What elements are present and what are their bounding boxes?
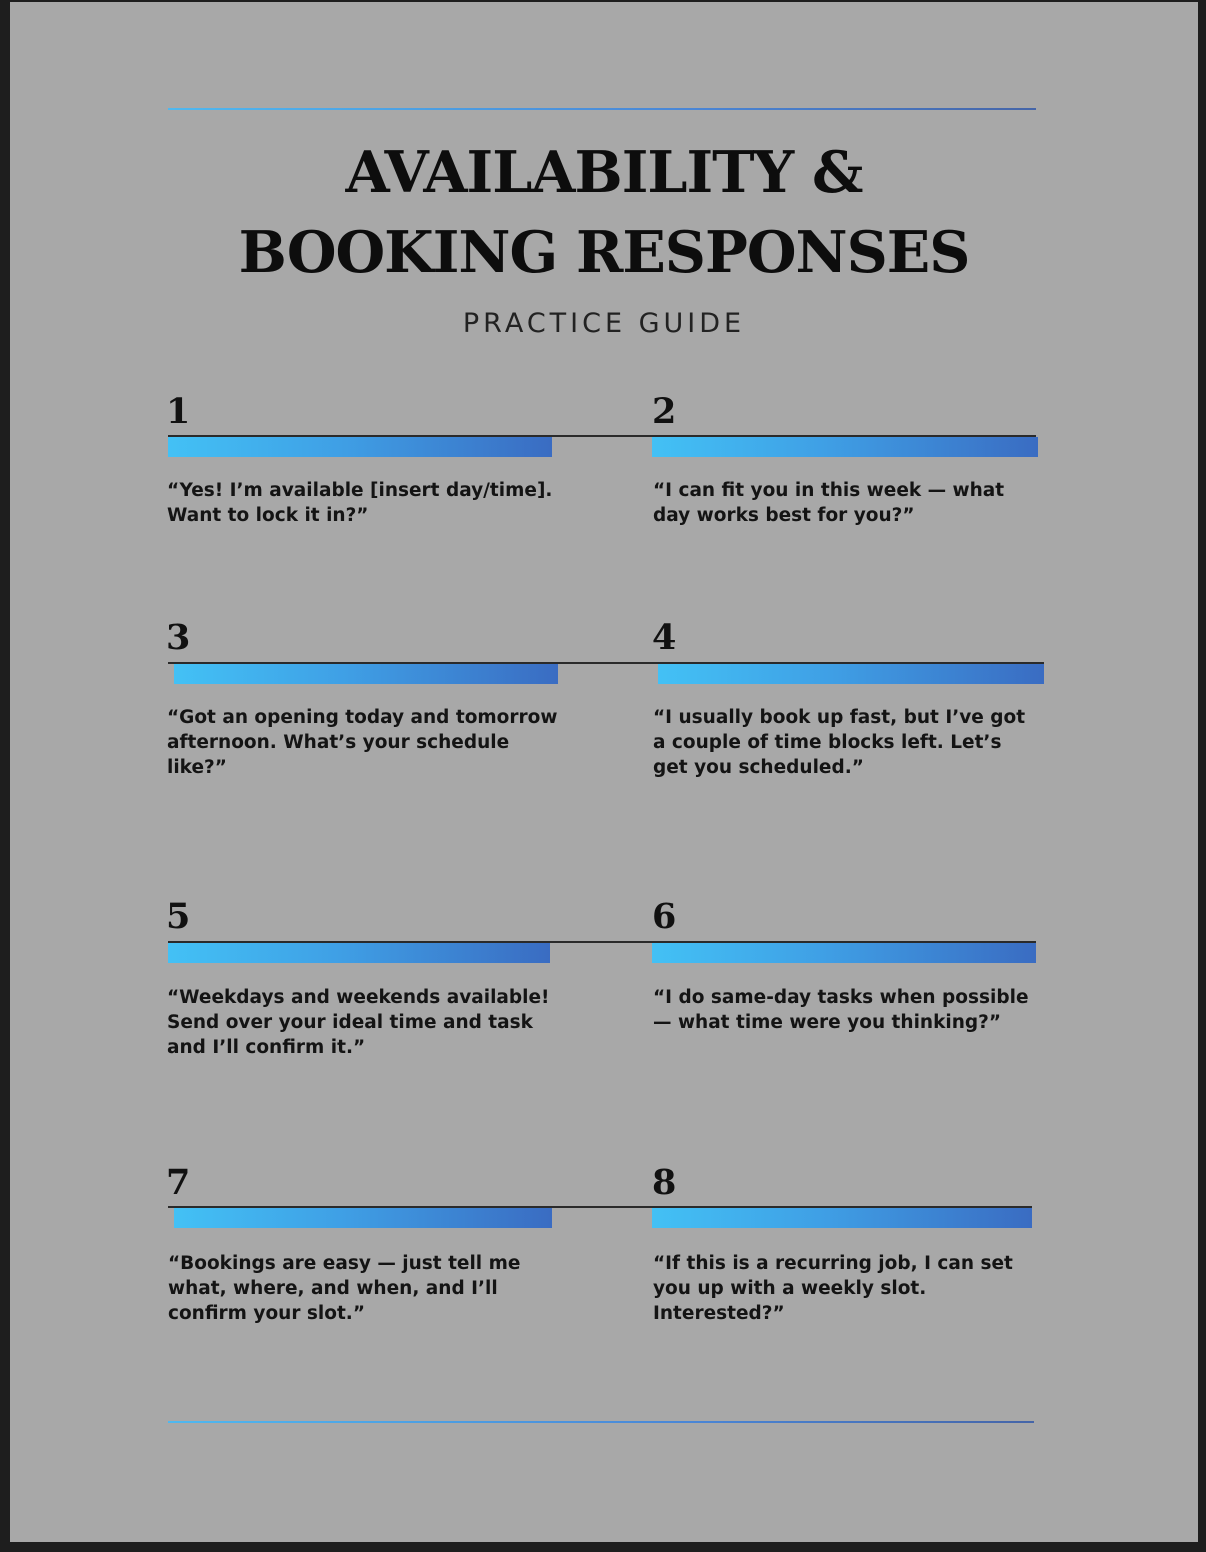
item-response-3: “Got an opening today and tomorrow afternoon. What’s your schedule like?” bbox=[167, 707, 558, 778]
guide-page bbox=[10, 2, 1198, 1542]
bottom-divider bbox=[168, 1421, 1034, 1423]
item-bar-8 bbox=[652, 1208, 1032, 1228]
item-bar-5 bbox=[168, 943, 550, 963]
item-number-4: 4 bbox=[652, 617, 677, 658]
item-response-6: “I do same-day tasks when possible — what time were you thinking?” bbox=[653, 987, 1029, 1033]
item-response-7: “Bookings are easy — just tell me what, where, and when, and I’ll confirm your slot.” bbox=[168, 1253, 521, 1324]
item-response-5: “Weekdays and weekends available! Send over your ideal time and task and I’ll confirm it.” bbox=[167, 987, 550, 1058]
item-bar-7 bbox=[174, 1208, 552, 1228]
item-bar-4 bbox=[658, 664, 1044, 684]
item-response-2: “I can fit you in this week — what day works best for you?” bbox=[653, 480, 1005, 526]
item-number-3: 3 bbox=[166, 617, 191, 658]
item-number-5: 5 bbox=[166, 896, 191, 937]
item-bar-3 bbox=[174, 664, 558, 684]
page-title-line-1: AVAILABILITY & bbox=[345, 139, 863, 206]
item-bar-6 bbox=[652, 943, 1036, 963]
page-subtitle: PRACTICE GUIDE bbox=[462, 308, 746, 339]
item-response-8: “If this is a recurring job, I can set you up with a weekly slot. Interested?” bbox=[653, 1253, 1013, 1324]
item-bar-2 bbox=[652, 437, 1038, 457]
item-number-8: 8 bbox=[652, 1162, 677, 1203]
item-number-6: 6 bbox=[652, 896, 677, 937]
item-number-7: 7 bbox=[166, 1162, 191, 1203]
top-divider bbox=[168, 108, 1036, 110]
item-response-1: “Yes! I’m available [insert day/time]. Want to lock it in?” bbox=[167, 480, 553, 526]
item-response-4: “I usually book up fast, but I’ve got a couple of time blocks left. Let’s get you scheduled.” bbox=[653, 707, 1026, 778]
item-number-2: 2 bbox=[652, 391, 677, 432]
page-title-line-2: BOOKING RESPONSES bbox=[238, 219, 970, 286]
item-bar-1 bbox=[168, 437, 552, 457]
item-number-1: 1 bbox=[166, 391, 191, 432]
